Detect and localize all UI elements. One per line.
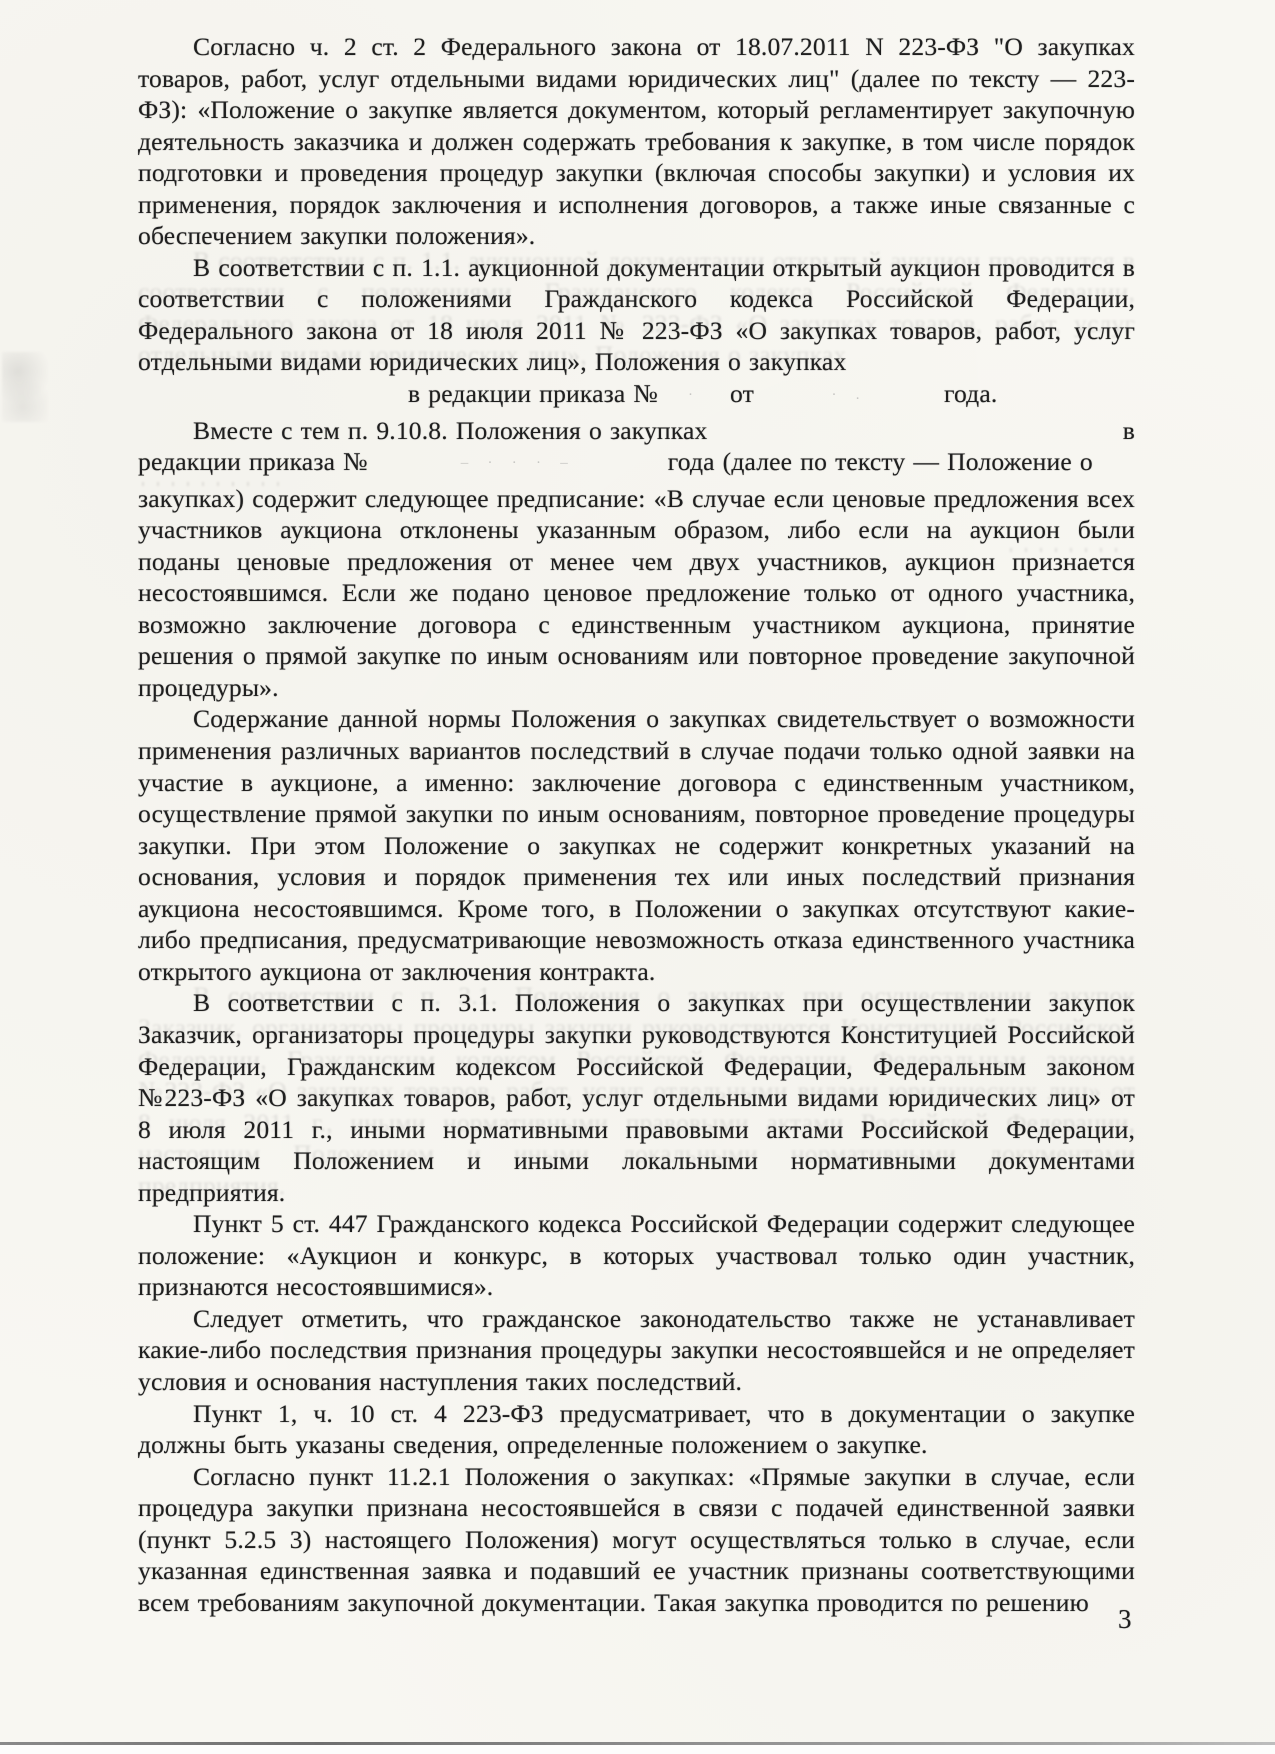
line-text: Вместе с тем п. 9.10.8. Положения о закупках [193, 415, 708, 445]
paragraph-p3-1-polozheniya: В соответствии с п. 3.1. Положения о закупках при осуществлении закупок Заказчик, организаторы процедуры закупки руководствуются Конституцией Российской Федерации, Гражданским кодексом Российской Федерации, Федеральным законом №223-ФЗ «О закупках товаров, работ, услуг отдельными видами юридических лиц» от 8 июля 2011 г., иными нормативными правовыми актами Российской Федерации, настоящим Положением и иными локальными нормативными документами предприятия. [138, 988, 1135, 1207]
redacted-gap [754, 378, 944, 415]
erased-area-smudge [142, 482, 292, 486]
redacted-gap [658, 378, 730, 415]
erased-text-residue: · . [831, 387, 867, 404]
erased-text-residue: · [688, 387, 700, 404]
erased-area-smudge [1010, 548, 1130, 552]
paragraph-fz223-citation: Согласно ч. 2 ст. 2 Федерального закона от 18.07.2011 N 223-ФЗ "О закупках товаров, работ, услуг отдельными видами юридических лиц" (далее по тексту — 223-ФЗ): «Положение о закупке является документом, который регламентирует закупочную деятельность заказчика и должен содержать требования к закупке, в том числе порядок подготовки и проведения процедур закупки (включая способы закупки) и условия их применения, порядок заключения и исполнения договоров, а также иные связанные с обеспечением закупки положения». [138, 32, 1135, 251]
paragraph-punkt1-ch10-st4: Пункт 1, ч. 10 ст. 4 223-ФЗ предусматривает, что в документации о закупке должны быть указаны сведения, определенные положением о закупке. [138, 1398, 1135, 1460]
paragraph-punkt5-st447: Пункт 5 ст. 447 Гражданского кодекса Российской Федерации содержит следующее положение: «Аукцион и конкурс, в которых участвовал только один участник, признаются несостоявшимися». [138, 1209, 1135, 1302]
line-redakcii-prikaza-redacted [138, 446, 1135, 483]
line-vmeste-s-tem [138, 415, 1135, 447]
line-text: в [1122, 415, 1135, 445]
redacted-gap [368, 446, 668, 483]
edit-line-text: года. [943, 379, 998, 409]
paragraph-punkt-11-2-1: Согласно пункт 11.2.1 Положения о закупках: «Прямые закупки в случае, если процедура закупки признана несостоявшейся в связи с подачей единственной заявки (пункт 5.2.5 3) настоящего Положения) могут осуществляться только в случае, если указанная единственная заявка и подавший ее участник признаны соответствующими всем требованиям закупочной документации. Такая закупка проводится по решению [138, 1461, 1135, 1617]
edit-line-text: в редакции приказа № [408, 379, 658, 409]
edit-line-text: от [730, 379, 754, 409]
paragraph-auction-documentation: В соответствии с п. 1.1. аукционной документации открытый аукцион проводится в соответствии с положениями Гражданского кодекса Российской Федерации, Федерального закона от 18 июля 2011 № 223-ФЗ «О закупках товаров, работ, услуг отдельными видами юридических лиц», Положения о закупках [138, 252, 1135, 377]
line-text: редакции приказа № [138, 447, 368, 477]
scan-margin-smudge [2, 352, 48, 422]
page-number: 3 [1118, 1604, 1132, 1634]
paragraph-predpisanie: закупках) содержит следующее предписание: «В случае если ценовые предложения всех участников аукциона отклонены указанным образом, либо если на аукцион были поданы ценовые предложения от менее чем двух участников, аукцион признается несостоявшимся. Если же подано ценовое предложение только от одного участника, возможно заключение договора с единственным участником аукциона, принятие решения о прямой закупке по иным основаниям или повторное проведение закупочной процедуры». [138, 483, 1135, 702]
scan-bottom-margin [0, 1745, 1275, 1754]
paragraph-sleduet-otmetit: Следует отметить, что гражданское законодательство также не устанавливает какие-либо последствия признания процедуры закупки несостоявшейся и не определяет условия и основания наступления таких последствий. [138, 1303, 1135, 1396]
line-text: года (далее по тексту — Положение о [667, 447, 1093, 477]
line-order-edition-redacted [138, 378, 1135, 415]
erased-text-residue: – · · · – [460, 455, 575, 472]
paragraph-soderzhanie-normy: Содержание данной нормы Положения о закупках свидетельствует о возможности применения различных вариантов последствий в случае подачи только одной заявки на участие в аукционе, а именно: заключение договора с единственным участником, осуществление прямой закупки по иным основаниям, повторное проведение процедуры закупки. При этом Положение о закупках не содержит конкретных указаний на основания, условия и порядок применения тех или иных последствий признания аукциона несостоявшимся. Кроме того, в Положении о закупках отсутствуют какие-либо предписания, предусматривающие невозможность отказа единственного участника открытого аукциона от заключения контракта. [138, 704, 1135, 986]
document-text-block [138, 31, 1135, 1618]
erased-area-smudge [952, 500, 1142, 504]
